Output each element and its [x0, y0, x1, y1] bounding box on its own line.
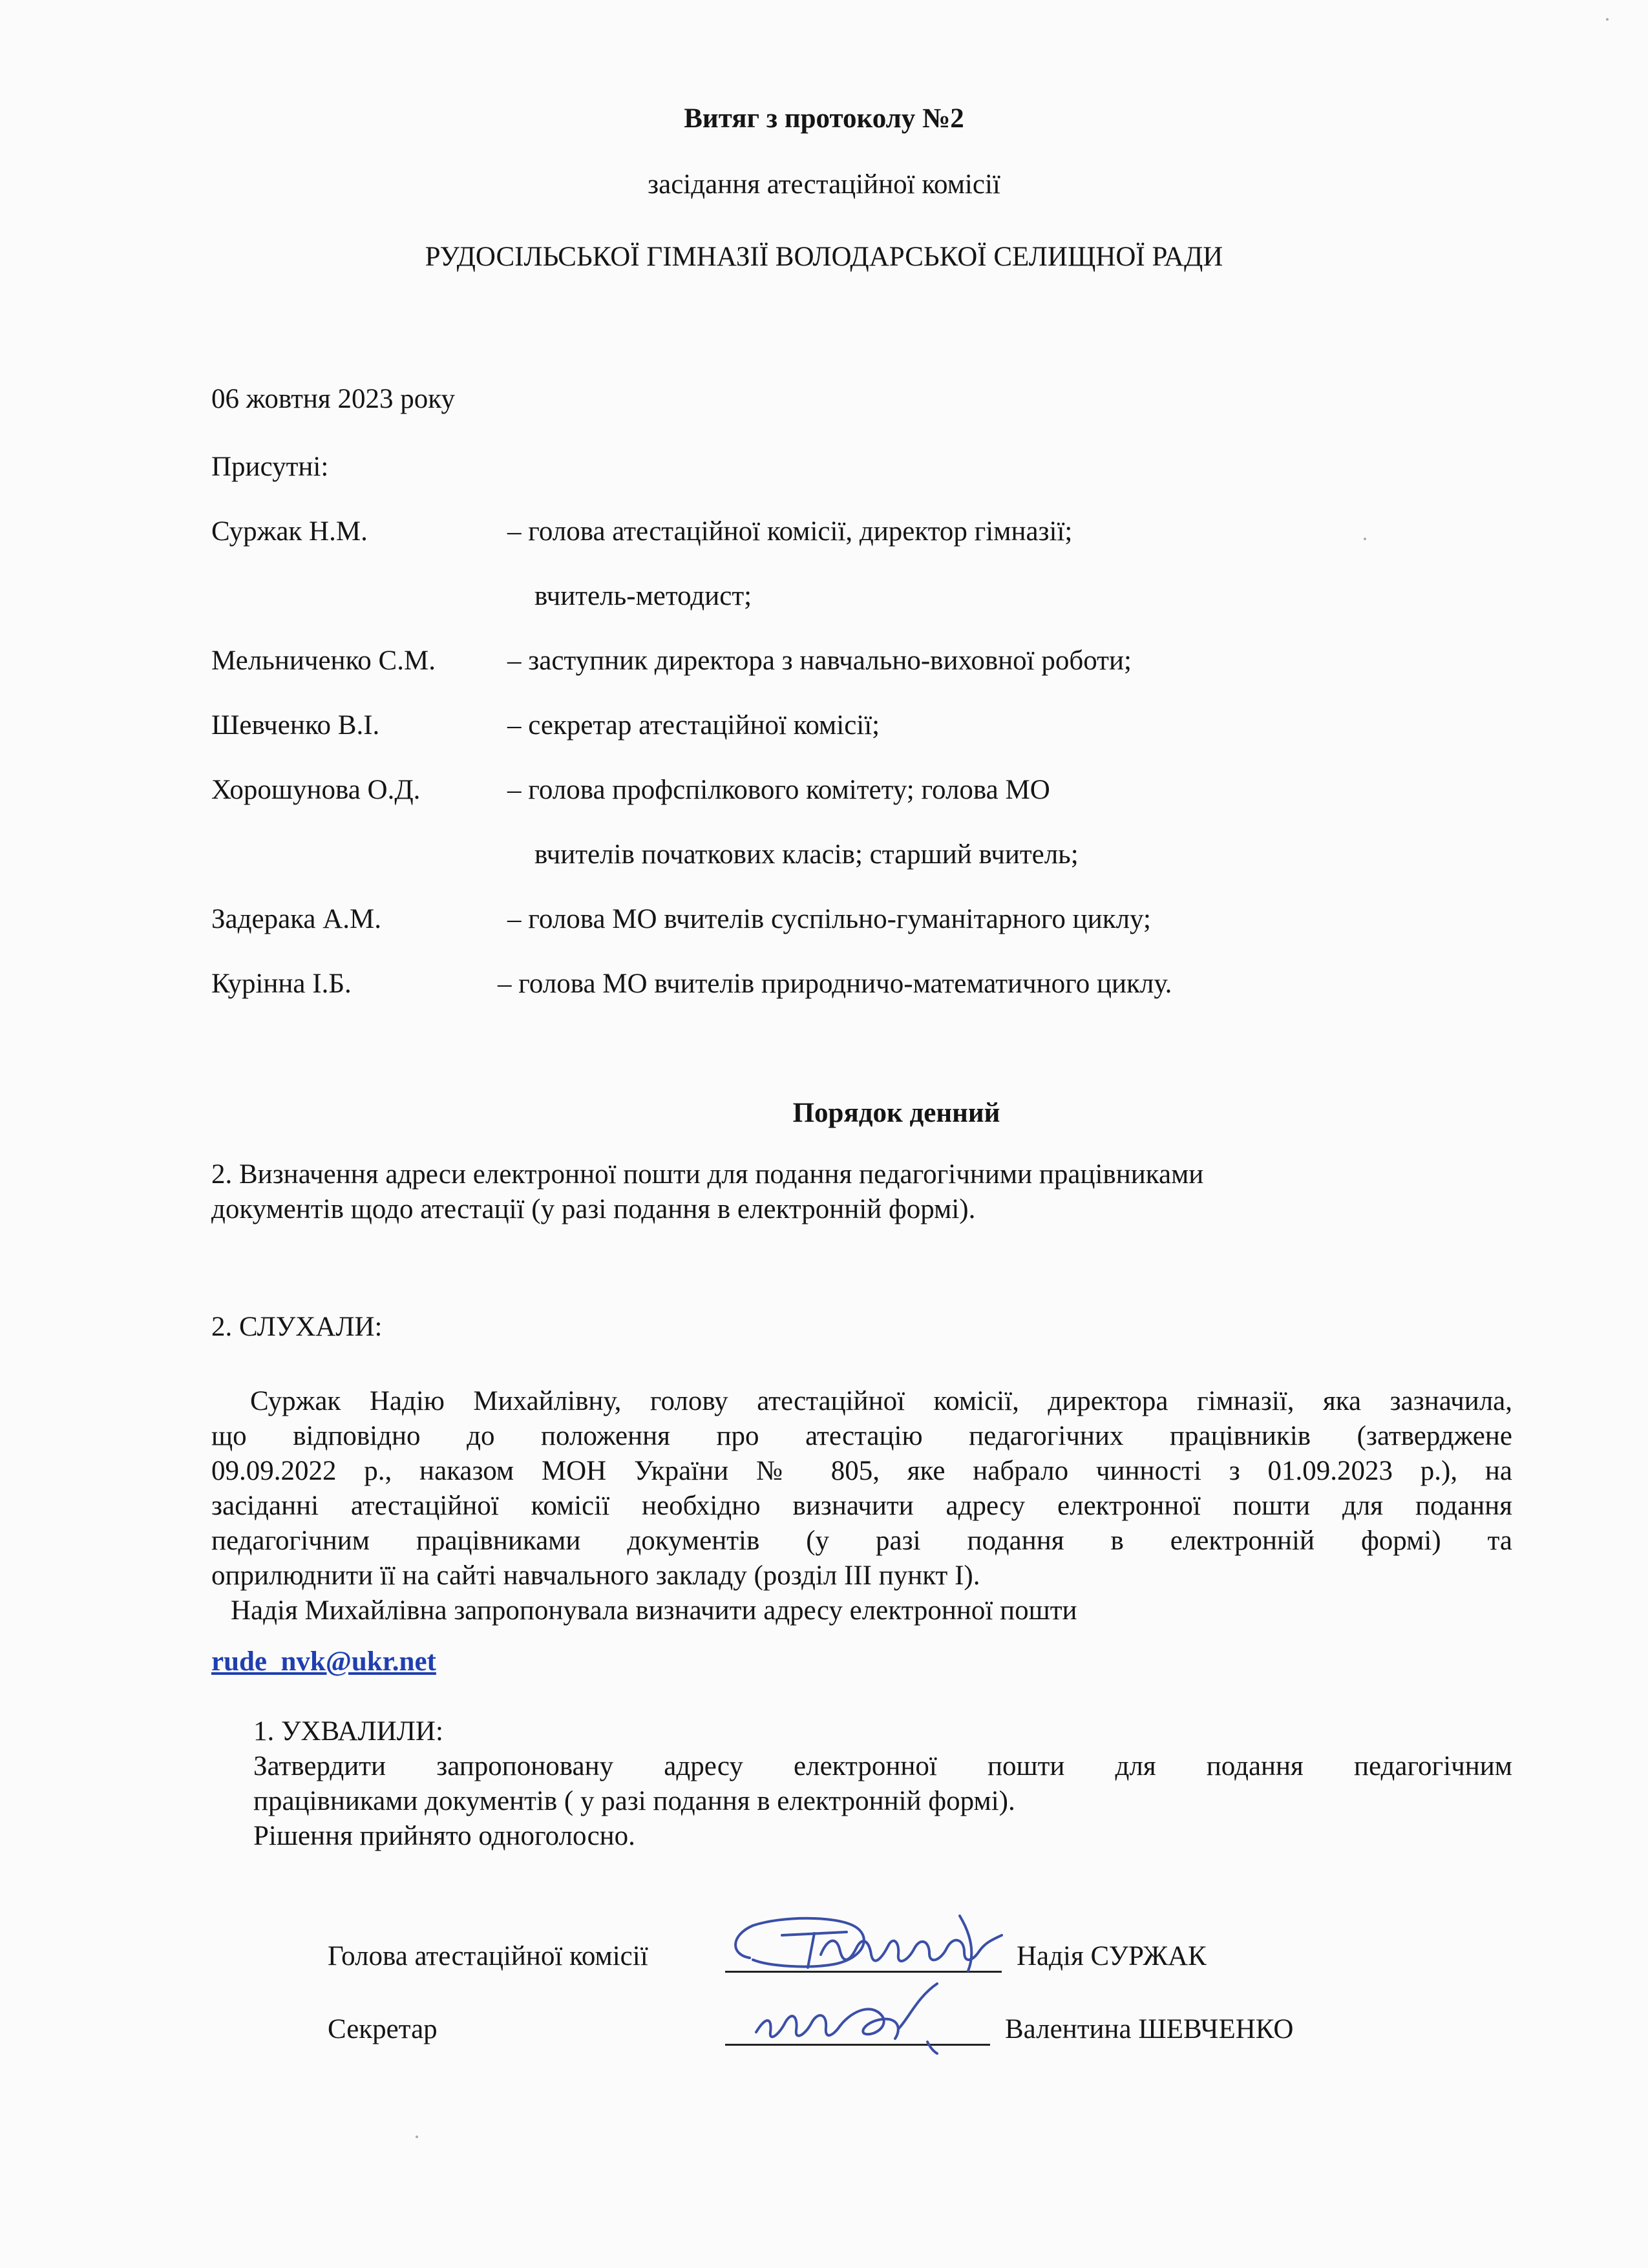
- document-title: Витяг з протоколу №2: [684, 103, 964, 134]
- chair-role: Голова атестаційної комісії: [328, 1941, 648, 1971]
- attendee-role: – голова атестаційної комісії, директор гімназії;: [507, 516, 1073, 547]
- attendee-name: Суржак Н.М.: [211, 516, 368, 547]
- scan-speck: [416, 2136, 418, 2138]
- heard-paragraph-line: 09.09.2022 р., наказом МОН України № 805, яке набрало чинності з 01.09.2023 р.), на: [211, 1456, 1512, 1486]
- resolved-line: працівниками документів ( у разі подання в електронній формі).: [253, 1786, 1015, 1816]
- heard-paragraph-line: що відповідно до положення про атестацію педагогічних працівників (затверджене: [211, 1421, 1512, 1451]
- attendee-name: Мельниченко С.М.: [211, 646, 436, 676]
- secretary-signature: [743, 1971, 1002, 2061]
- attendee-role: – голова МО вчителів природничо-математичного циклу.: [498, 969, 1172, 999]
- heard-paragraph-line: педагогічним працівниками документів (у разі подання в електронній формі) та: [211, 1526, 1512, 1556]
- heard-paragraph-line: засіданні атестаційної комісії необхідно визначити адресу електронної пошти для подання: [211, 1491, 1512, 1521]
- attendee-name: Хорошунова О.Д.: [211, 775, 421, 805]
- attendee-role: – заступник директора з навчально-виховної роботи;: [507, 646, 1132, 676]
- agenda-item: 2. Визначення адреси електронної пошти для подання педагогічними працівниками: [211, 1159, 1204, 1190]
- attendee-role-continued: вчителів початкових класів; старший вчитель;: [534, 839, 1079, 870]
- attendee-role-continued: вчитель-методист;: [534, 581, 752, 611]
- attendee-role: – секретар атестаційної комісії;: [507, 710, 880, 740]
- heard-paragraph-line: оприлюднити її на сайті навчального закладу (розділ ІІІ пункт І).: [211, 1560, 980, 1591]
- heard-heading: 2. СЛУХАЛИ:: [211, 1312, 383, 1342]
- proposal-text: Надія Михайлівна запропонувала визначити адресу електронної пошти: [231, 1595, 1077, 1626]
- scan-speck: [1364, 538, 1366, 540]
- agenda-item-continued: документів щодо атестації (у разі подання в електронній формі).: [211, 1194, 976, 1224]
- chair-name: Надія СУРЖАК: [1017, 1941, 1207, 1971]
- attendee-role: – голова МО вчителів суспільно-гуманітарного циклу;: [507, 904, 1151, 934]
- attendee-name: Задерака А.М.: [211, 904, 382, 934]
- attendee-name: Шевченко В.І.: [211, 710, 380, 740]
- secretary-name: Валентина ШЕВЧЕНКО: [1005, 2014, 1294, 2044]
- secretary-role: Секретар: [328, 2014, 438, 2044]
- present-label: Присутні:: [211, 452, 329, 482]
- unanimous-decision: Рішення прийнято одноголосно.: [253, 1821, 635, 1851]
- attendee-role: – голова профспілкового комітету; голова МО: [507, 775, 1050, 805]
- heard-paragraph-line: Суржак Надію Михайлівну, голову атестаційної комісії, директора гімназії, яка зазначила,: [250, 1386, 1512, 1416]
- meeting-date: 06 жовтня 2023 року: [211, 384, 455, 414]
- scan-speck: [1606, 18, 1609, 21]
- document-subtitle: засідання атестаційної комісії: [648, 169, 1000, 200]
- email-link[interactable]: rude_nvk@ukr.net: [211, 1646, 436, 1677]
- organization-name: РУДОСІЛЬСЬКОЇ ГІМНАЗІЇ ВОЛОДАРСЬКОЇ СЕЛИЩНОЇ РАДИ: [425, 242, 1223, 272]
- agenda-heading: Порядок денний: [792, 1098, 1000, 1128]
- resolved-heading: 1. УХВАЛИЛИ:: [253, 1716, 443, 1747]
- attendee-name: Курінна І.Б.: [211, 969, 352, 999]
- resolved-line: Затвердити запропоновану адресу електронної пошти для подання педагогічним: [253, 1751, 1512, 1781]
